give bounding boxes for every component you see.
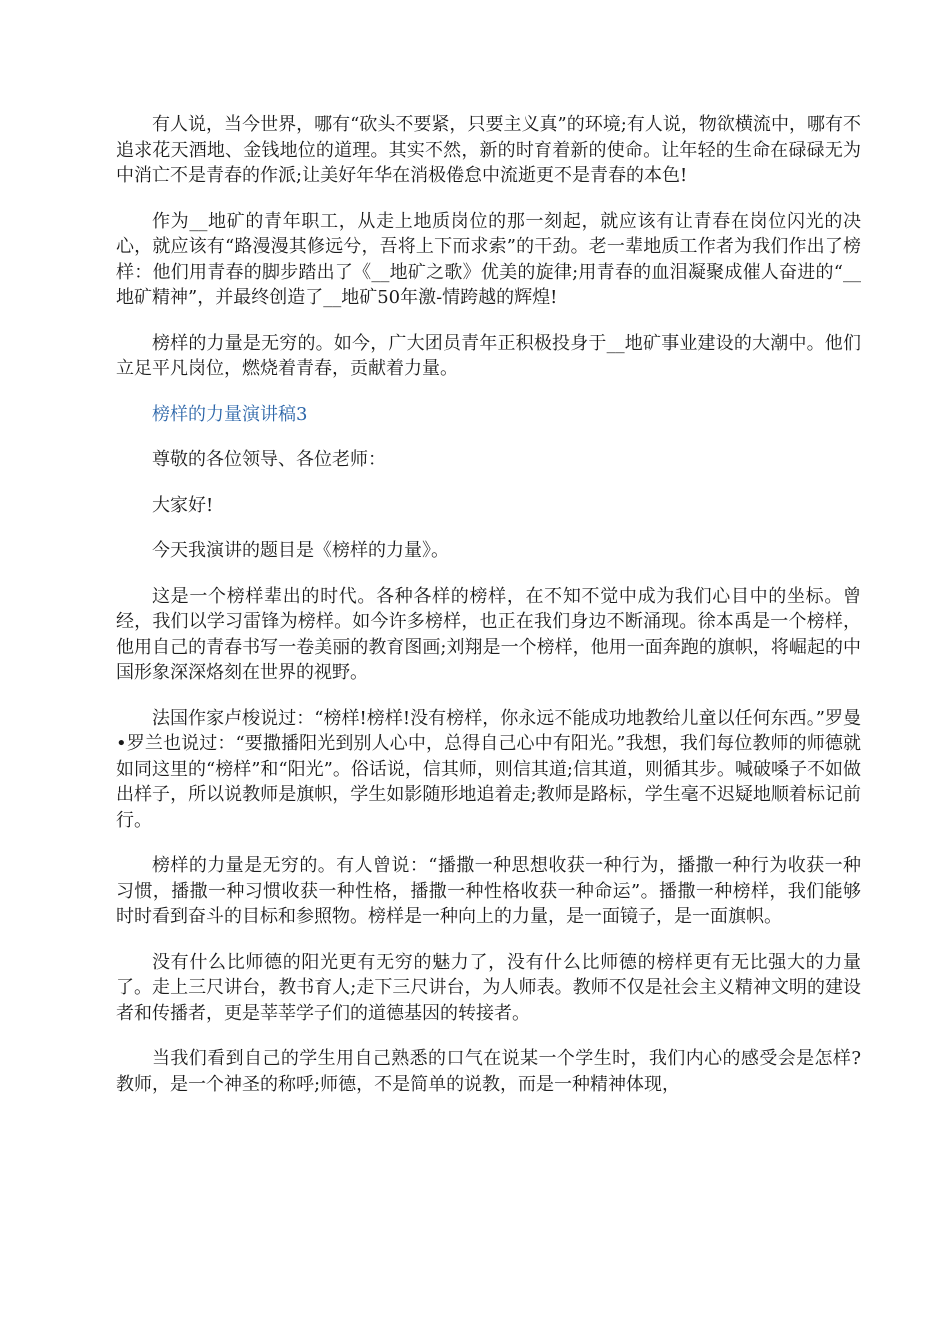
document-page [116, 112, 861, 1117]
paragraph: 榜样的力量是无穷的。如今，广大团员青年正积极投身于__地矿事业建设的大潮中。他们立足平凡岗位，燃烧着青春，贡献着力量。 [116, 332, 861, 379]
greeting: 大家好! [152, 494, 214, 516]
speech-topic: 今天我演讲的题目是《榜样的力量》。 [152, 540, 449, 561]
paragraph: 作为__地矿的青年职工，从走上地质岗位的那一刻起，就应该有让青春在岗位闪光的决心，就应该有“路漫漫其修远兮，吾将上下而求索”的干劲。老一辈地质工作者为我们作出了榜样：他们用青春的脚步踏出了《__地矿之歌》优美的旋律;用青春的血泪凝聚成催人奋进的“__地矿精神”，并最终创造了__地矿50年激-情跨越的辉煌! [116, 210, 861, 308]
paragraph: 有人说，当今世界，哪有“砍头不要紧，只要主义真”的环境;有人说，物欲横流中，哪有不追求花天酒地、金钱地位的道理。其实不然，新的时育着新的使命。让年轻的生命在碌碌无为中消亡不是青春的作派;让美好年华在消极倦怠中流逝更不是青春的本色! [116, 114, 861, 186]
section-title: 榜样的力量演讲稿3 [152, 403, 308, 425]
paragraph: 榜样的力量是无穷的。有人曾说：“播撒一种思想收获一种行为，播撒一种行为收获一种习惯，播撒一种习惯收获一种性格，播撒一种性格收获一种命运”。播撒一种榜样，我们能够时时看到奋斗的目标和参照物。榜样是一种向上的力量，是一面镜子，是一面旗帜。 [116, 855, 861, 927]
salutation: 尊敬的各位领导、各位老师： [152, 449, 386, 470]
paragraph: 没有什么比师德的阳光更有无穷的魅力了，没有什么比师德的榜样更有无比强大的力量了。走上三尺讲台，教书育人;走下三尺讲台，为人师表。教师不仅是社会主义精神文明的建设者和传播者，更是莘莘学子们的道德基因的转接者。 [116, 951, 861, 1024]
paragraph: 当我们看到自己的学生用自己熟悉的口气在说某一个学生时，我们内心的感受会是怎样?教师，是一个神圣的称呼;师德，不是简单的说教，而是一种精神体现， [116, 1048, 861, 1095]
paragraph: 法国作家卢梭说过：“榜样!榜样!没有榜样，你永远不能成功地教给儿童以任何东西。”罗曼•罗兰也说过：“要撒播阳光到别人心中，总得自己心中有阳光。”我想，我们每位教师的师德就如同这里的“榜样”和“阳光”。俗话说，信其师，则信其道;信其道，则循其步。喊破嗓子不如做出样子，所以说教师是旗帜，学生如影随形地追着走;教师是路标，学生毫不迟疑地顺着标记前行。 [116, 707, 861, 831]
paragraph: 这是一个榜样辈出的时代。各种各样的榜样，在不知不觉中成为我们心目中的坐标。曾经，我们以学习雷锋为榜样。如今许多榜样，也正在我们身边不断涌现。徐本禹是一个榜样，他用自己的青春书写一卷美丽的教育图画;刘翔是一个榜样，他用一面奔跑的旗帜，将崛起的中国形象深深烙刻在世界的视野。 [116, 585, 861, 683]
